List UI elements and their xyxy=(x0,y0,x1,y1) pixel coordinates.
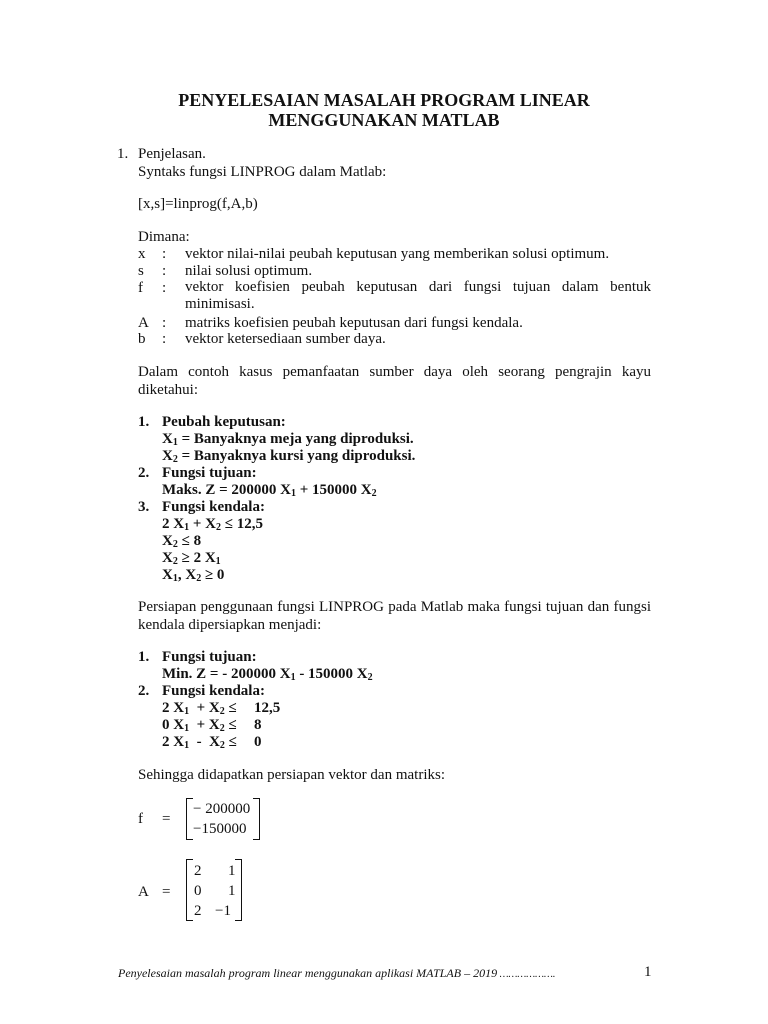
prep-constraint-2-lhs: 0 $X_1 + X_2$ ≤ xyxy=(162,717,237,734)
def-symbol: x xyxy=(138,246,146,262)
def-text: matriks koefisien peubah keputusan dari fungsi kendala. xyxy=(185,315,523,331)
def-symbol: s xyxy=(138,263,144,279)
syntax-intro: Syntaks fungsi LINPROG dalam Matlab: xyxy=(138,164,387,180)
list-heading: Fungsi tujuan: xyxy=(162,649,257,665)
def-colon: : xyxy=(162,263,167,279)
prep-constraint-3-lhs: 2 $X_1 - X_2$ ≤ xyxy=(162,734,237,751)
constraint-nonneg: $X_1$, $X_2 \ge 0$ xyxy=(162,567,225,584)
right-bracket xyxy=(253,798,260,840)
matrix-cell: 2 xyxy=(194,863,202,879)
equals-sign: = xyxy=(162,884,171,900)
vector-intro: Sehingga didapatkan persiapan vektor dan matriks: xyxy=(138,767,445,783)
def-symbol: f xyxy=(138,280,143,296)
list-heading: Fungsi tujuan: xyxy=(162,465,257,481)
list-number: 3. xyxy=(138,499,150,515)
prep-constraint-2-rhs: 8 xyxy=(254,717,262,733)
matrix-cell: 0 xyxy=(194,883,202,899)
constraint-2: $X_2 \le 8$ xyxy=(162,533,202,550)
list-number: 2. xyxy=(138,465,150,481)
constraint-1: 2 $X_1 + X_2 \le 12,5$ xyxy=(162,516,263,533)
def-text: vektor nilai-nilai peubah keputusan yang memberikan solusi optimum. xyxy=(185,246,610,262)
f-label: f xyxy=(138,811,143,827)
A-label: A xyxy=(138,884,149,900)
prep-constraint-1-rhs: 12,5 xyxy=(254,700,281,716)
def-colon: : xyxy=(162,246,167,262)
right-bracket xyxy=(235,859,242,921)
def-symbol: b xyxy=(138,331,146,347)
section-number: 1. xyxy=(117,146,129,162)
prep-constraint-3-rhs: 0 xyxy=(254,734,262,750)
left-bracket xyxy=(186,798,193,840)
objective-function-max: Maks. Z = 200000 $X_1 + 150000$ $X_2$ xyxy=(162,482,377,499)
page-title-line1: PENYELESAIAN MASALAH PROGRAM LINEAR xyxy=(178,90,590,110)
objective-function-min: Min. Z = - 200000 $X_1 - 150000$ $X_2$ xyxy=(162,666,373,683)
page-title-line2: MENGGUNAKAN MATLAB xyxy=(268,110,500,130)
case-intro-paragraph: Dalam contoh kasus pemanfaatan sumber daya oleh seorang pengrajin kayu diketahui: xyxy=(138,364,651,398)
matrix-cell: 1 xyxy=(228,863,236,879)
def-colon: : xyxy=(162,280,167,296)
matrix-cell: 2 xyxy=(194,903,202,919)
left-bracket xyxy=(186,859,193,921)
list-number: 1. xyxy=(138,649,150,665)
decision-var-x2: $X_2$ = Banyaknya kursi yang diproduksi. xyxy=(162,448,416,465)
list-number: 2. xyxy=(138,683,150,699)
def-text: vektor koefisien peubah keputusan dari fungsi tujuan dalam bentuk minimisasi. xyxy=(185,279,651,312)
def-colon: : xyxy=(162,315,167,331)
linprog-syntax: [x,s]=linprog(f,A,b) xyxy=(138,196,258,212)
matrix-cell: −1 xyxy=(215,903,231,919)
page-footer: Penyelesaian masalah program linear menggunakan aplikasi MATLAB – 2019 ………………. xyxy=(118,966,556,980)
vector-cell: − 200000 xyxy=(193,801,251,817)
prep-constraint-1-lhs: 2 $X_1 + X_2$ ≤ xyxy=(162,700,237,717)
constraint-3: $X_2 \ge 2$ $X_1$ xyxy=(162,550,221,567)
matrix-cell: 1 xyxy=(228,883,236,899)
list-number: 1. xyxy=(138,414,150,430)
def-colon: : xyxy=(162,331,167,347)
def-text: vektor ketersediaan sumber daya. xyxy=(185,331,386,347)
page-number: 1 xyxy=(644,964,652,980)
prep-intro-paragraph: Persiapan penggunaan fungsi LINPROG pada Matlab maka fungsi tujuan dan fungsi kendala dipersiapkan menjadi: xyxy=(138,599,651,633)
list-heading: Fungsi kendala: xyxy=(162,683,265,699)
list-heading: Fungsi kendala: xyxy=(162,499,265,515)
vector-cell: −150000 xyxy=(193,821,247,837)
equals-sign: = xyxy=(162,811,171,827)
dimana-label: Dimana: xyxy=(138,229,190,245)
decision-var-x1: $X_1$ = Banyaknya meja yang diproduksi. xyxy=(162,431,414,448)
list-heading: Peubah keputusan: xyxy=(162,414,286,430)
def-symbol: A xyxy=(138,315,149,331)
section-heading: Penjelasan. xyxy=(138,146,206,162)
def-text: nilai solusi optimum. xyxy=(185,263,313,279)
